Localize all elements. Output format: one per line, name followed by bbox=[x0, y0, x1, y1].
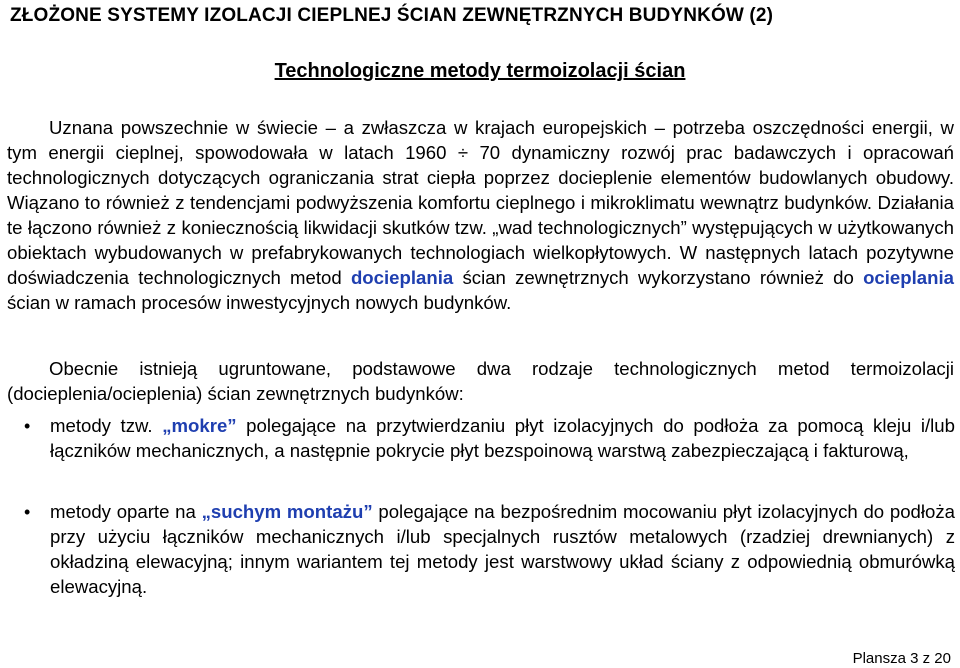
highlight-docieplania: docieplania bbox=[350, 267, 454, 288]
bullet-icon: • bbox=[24, 502, 31, 522]
list-item-text-after: polegające na bezpośrednim mocowaniu płyt izolacyjnych do podłoża przy użyciu łączników mechanicznych i/lub specjalnych rusztów metalowych (rzadziej drewnianych) z okładziną elewacyjną; innym wariantem tej metody jest warstwowy układ ściany z odpowiednią obmurówką elewacyjną. bbox=[50, 501, 955, 597]
intro-text-3: ścian w ramach procesów inwestycyjnych nowych budynków. bbox=[7, 292, 512, 313]
intro-paragraph bbox=[7, 115, 954, 315]
intro-text-1: Uznana powszechnie w świecie – a zwłaszcza w krajach europejskich – potrzeba oszczędności energii, w tym energii cieplnej, spowodowała w latach 1960 ÷ 70 dynamiczny rozwój prac badawczych i opracowań technologicznych dotyczących ograniczania strat ciepła poprzez docieplenie elementów budowlanych obudowy. Wiązano to również z tendencjami podwyższenia komfortu cieplnego i mikroklimatu wewnątrz budynków. Działania te łączono również z koniecznością likwidacji skutków tzw. „wad technologicznych” występujących w użytkowanych obiektach wybudowanych w prefabrykowanych technologiach wielkopłytowych. W następnych latach pozytywne doświadczenia technologicznych metod bbox=[7, 117, 954, 288]
section-subtitle: Technologiczne metody termoizolacji ścian bbox=[274, 60, 686, 82]
page-title: ZŁOŻONE SYSTEMY IZOLACJI CIEPLNEJ ŚCIAN ZEWNĘTRZNYCH BUDYNKÓW (2) bbox=[10, 5, 774, 26]
intro-text-2: ścian zewnętrznych wykorzystano również do bbox=[453, 267, 864, 288]
list-item-text bbox=[50, 413, 955, 463]
highlight-suchy-montaz: „suchym montażu” bbox=[201, 501, 373, 522]
bullet-icon: • bbox=[24, 416, 31, 436]
list-item-text-before: metody oparte na bbox=[50, 501, 202, 522]
methods-intro-paragraph: Obecnie istnieją ugruntowane, podstawowe dwa rodzaje technologicznych metod termoizolacji (docieplenia/ocieplenia) ścian zewnętrznych budynków: bbox=[7, 358, 954, 404]
highlight-ocieplania: ocieplania bbox=[863, 267, 954, 288]
list-item-text-after: polegające na przytwierdzaniu płyt izolacyjnych do podłoża za pomocą kleju i/lub łączników mechanicznych, a następnie pokrycie płyt bezspoinową warstwą zabezpieczającą i fakturową, bbox=[50, 415, 955, 461]
page-counter: Plansza 3 z 20 bbox=[852, 650, 951, 667]
highlight-mokre: „mokre” bbox=[162, 415, 237, 436]
list-item-text-before: metody tzw. bbox=[50, 415, 163, 436]
list-item-text bbox=[50, 499, 955, 599]
